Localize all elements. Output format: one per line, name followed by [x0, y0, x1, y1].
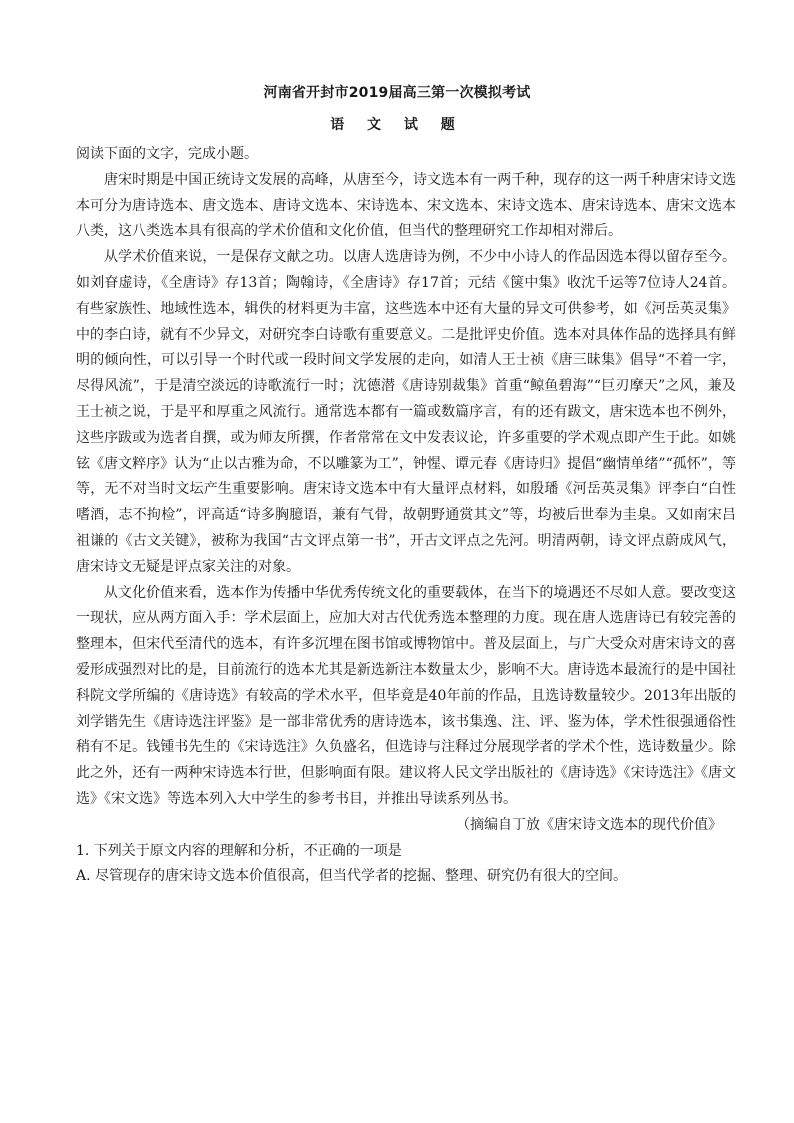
reading-passage: [76, 142, 736, 890]
exam-title: 河南省开封市2019届高三第一次模拟考试: [263, 85, 531, 101]
paragraph-2: 从学术价值来说，一是保存文献之功。以唐人选唐诗为例，不少中小诗人的作品因选本得以留存至今。如刘眘虚诗，《全唐诗》存13首；陶翰诗，《全唐诗》存17首；元结《箧中集》收沈千运等7位诗人24首。有些家族性、地域性选本，辑佚的材料更为丰富，这些选本中还有大量的异文可供参考，如《河岳英灵集》中的李白诗，就有不少异文，对研究李白诗歌有重要意义。二是批评史价值。选本对具体作品的选择具有鲜明的倾向性，可以引导一个时代或一段时间文学发展的走向，如清人王士祯《唐三昧集》倡导“不着一字，尽得风流”，于是清空淡远的诗歌流行一时；沈德潜《唐诗别裁集》首重“鲸鱼碧海”“巨刃摩天”之风，兼及王士祯之说，于是平和厚重之风流行。通常选本都有一篇或数篇序言，有的还有跋文，唐宋选本也不例外，这些序跋或为选者自撰，或为师友所撰，作者常常在文中发表议论，许多重要的学术观点即产生于此。如姚铉《唐文粹序》认为“止以古雅为命，不以雕篆为工”，钟惺、谭元春《唐诗归》提倡“幽情单绪”“孤怀”，等等，无不对当时文坛产生重要影响。唐宋诗文选本中有大量评点材料，如殷璠《河岳英灵集》评李白“白性嗜酒，志不拘检”，评高适“诗多胸臆语，兼有气骨，故朝野通赏其文”等，均被后世奉为圭臬。又如南宋吕祖谦的《古文关键》，被称为我国“古文评点第一书”，开古文评点之先河。明清两朝，诗文评点蔚成风气，唐宋诗文无疑是评点家关注的对象。: [76, 249, 736, 575]
source-citation: （摘编自丁放《唐宋诗文选本的现代价值》: [456, 816, 722, 833]
exam-subtitle: 语 文 试 题: [330, 117, 464, 133]
paragraph-1: 唐宋时期是中国正统诗文发展的高峰，从唐至今，诗文选本有一两千种，现存的这一两千种唐宋诗文选本可分为唐诗选本、唐文选本、唐诗文选本、宋诗选本、宋文选本、宋诗文选本、唐宋诗选本、唐宋文选本八类，这八类选本具有很高的学术价值和文化价值，但当代的整理研究工作却相对滞后。: [76, 171, 736, 240]
paragraph-3: 从文化价值来看，选本作为传播中华优秀传统文化的重要载体，在当下的境遇还不尽如人意。要改变这一现状，应从两方面入手：学术层面上，应加大对古代优秀选本整理的力度。现在唐人选唐诗已有较完善的整理本，但宋代至清代的选本，有许多沉埋在图书馆或博物馆中。普及层面上，与广大受众对唐宋诗文的喜爱形成强烈对比的是，目前流行的选本尤其是新选新注本数量太少，影响不大。唐诗选本最流行的是中国社科院文学所编的《唐诗选》有较高的学术水平，但毕竟是40年前的作品，且选诗数量较少。2013年出版的刘学锴先生《唐诗选注评鉴》是一部非常优秀的唐诗选本，该书集逸、注、评、鉴为体，学术性很强通俗性稍有不足。钱锺书先生的《宋诗选注》久负盛名，但选诗与注释过分展现学者的学术个性，选诗数量少。除此之外，还有一两种宋诗选本行世，但影响面有限。建议将人民文学出版社的《唐诗选》《宋诗选注》《唐文选》《宋文选》等选本列入大中学生的参考书目，并推出导读系列丛书。: [76, 584, 736, 807]
instruction-text: 阅读下面的文字，完成小题。: [76, 146, 258, 162]
question-option-a: A. 尽管现存的唐宋诗文选本价值很高，但当代学者的挖掘、整理、研究仍有很大的空间。: [76, 868, 628, 885]
question-stem: 1. 下列关于原文内容的理解和分析，不正确的一项是: [76, 842, 402, 859]
